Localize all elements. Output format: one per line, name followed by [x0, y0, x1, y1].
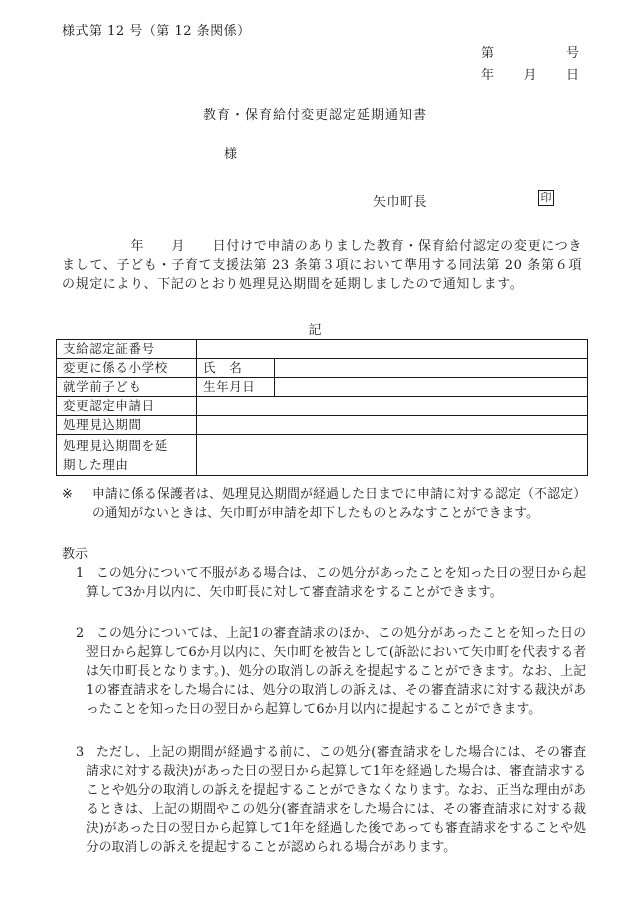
- birth-label: 生年月日: [197, 378, 275, 397]
- instruction-number: 1: [76, 566, 85, 581]
- name-label: 氏 名: [197, 359, 275, 378]
- reason-label: [57, 435, 197, 476]
- instructions-heading: 教示: [62, 547, 89, 562]
- instruction-text: この処分については、上記1の審査請求のほか、この処分があったことを知った日の翌日から起算して6か月以内に、矢巾町を被告として(訴訟において矢巾町を代表する者は矢巾町長となります。)、処分の取消しの訴えを提起することができます。なお、上記1の審査請求をした場合には、処分の取消しの訴えは、その審査請求に対する裁決があったことを知った日の翌日から起算して6か月以内に提起することができます。: [86, 626, 586, 717]
- instruction-item-1: [62, 564, 586, 602]
- child-label-line2: 就学前子ども: [57, 378, 197, 397]
- cert-no-label: 支給認定証番号: [57, 340, 197, 359]
- instruction-number: 2: [76, 626, 85, 641]
- date-year: 年: [481, 68, 495, 83]
- instruction-item-3: [62, 743, 586, 857]
- table-row: [57, 416, 588, 435]
- instruction-number: 3: [76, 745, 85, 760]
- table-row: [57, 378, 588, 397]
- table-row: [57, 397, 588, 416]
- table-row: [57, 359, 588, 378]
- addressee-suffix: 様: [224, 147, 238, 162]
- issuer-name: 矢巾町長: [373, 195, 428, 210]
- note: [62, 485, 586, 523]
- form-number: 様式第 12 号（第 12 条関係）: [62, 24, 251, 39]
- details-table: [56, 339, 588, 476]
- apply-date-label: 変更認定申請日: [57, 397, 197, 416]
- date-month: 月: [523, 68, 537, 83]
- instruction-text: この処分について不服がある場合は、この処分があったことを知った日の翌日から起算して3か月以内に、矢巾町長に対して審査請求をすることができます。: [86, 566, 586, 600]
- cert-no-value: [197, 340, 588, 359]
- reason-label-line1: 処理見込期間を延: [63, 438, 168, 453]
- date-day: 日: [565, 68, 579, 83]
- reason-value: [197, 435, 588, 476]
- table-row: [57, 435, 588, 476]
- birth-value: [275, 378, 588, 397]
- body-paragraph: 年 月 日付けで申請のありました教育・保育給付認定の変更につきまして、子ども・子育て支援法第 23 条第３項において準用する同法第 20 条第６項の規定により、下記のとおり処理見込期間を延期しましたので通知します。: [62, 239, 582, 292]
- issue-date: [481, 64, 579, 83]
- document-number: [481, 42, 579, 61]
- instruction-text: ただし、上記の期間が経過する前に、この処分(審査請求をした場合には、その審査請求に対する裁決)があった日の翌日から起算して1年を経過した場合は、審査請求することや処分の取消しの訴えを提起することができなくなります。なお、正当な理由があるときは、上記の期間やこの処分(審査請求をした場合には、その審査請求に対する裁決)があった日の翌日から起算して1年を経過した後であっても審査請求をすることや処分の取消しの訴えを提起することが認められる場合があります。: [86, 745, 586, 855]
- note-mark: ※: [62, 487, 73, 502]
- doc-no-prefix: 第: [481, 46, 495, 61]
- period-value: [197, 416, 588, 435]
- period-label: 処理見込期間: [57, 416, 197, 435]
- child-label-line1: 変更に係る小学校: [57, 359, 197, 378]
- apply-date-value: [197, 397, 588, 416]
- ki-heading: 記: [308, 323, 322, 338]
- doc-no-suffix: 号: [565, 46, 579, 61]
- document-title: 教育・保育給付変更認定延期通知書: [202, 108, 427, 123]
- reason-label-line2: 期した理由: [63, 457, 129, 472]
- seal-mark: 印: [538, 190, 554, 206]
- instruction-item-2: [62, 624, 586, 719]
- table-row: [57, 340, 588, 359]
- name-value: [275, 359, 588, 378]
- note-text: 申請に係る保護者は、処理見込期間が経過した日までに申請に対する認定（不認定）の通知がないときは、矢巾町が申請を却下したものとみなすことができます。: [92, 487, 586, 521]
